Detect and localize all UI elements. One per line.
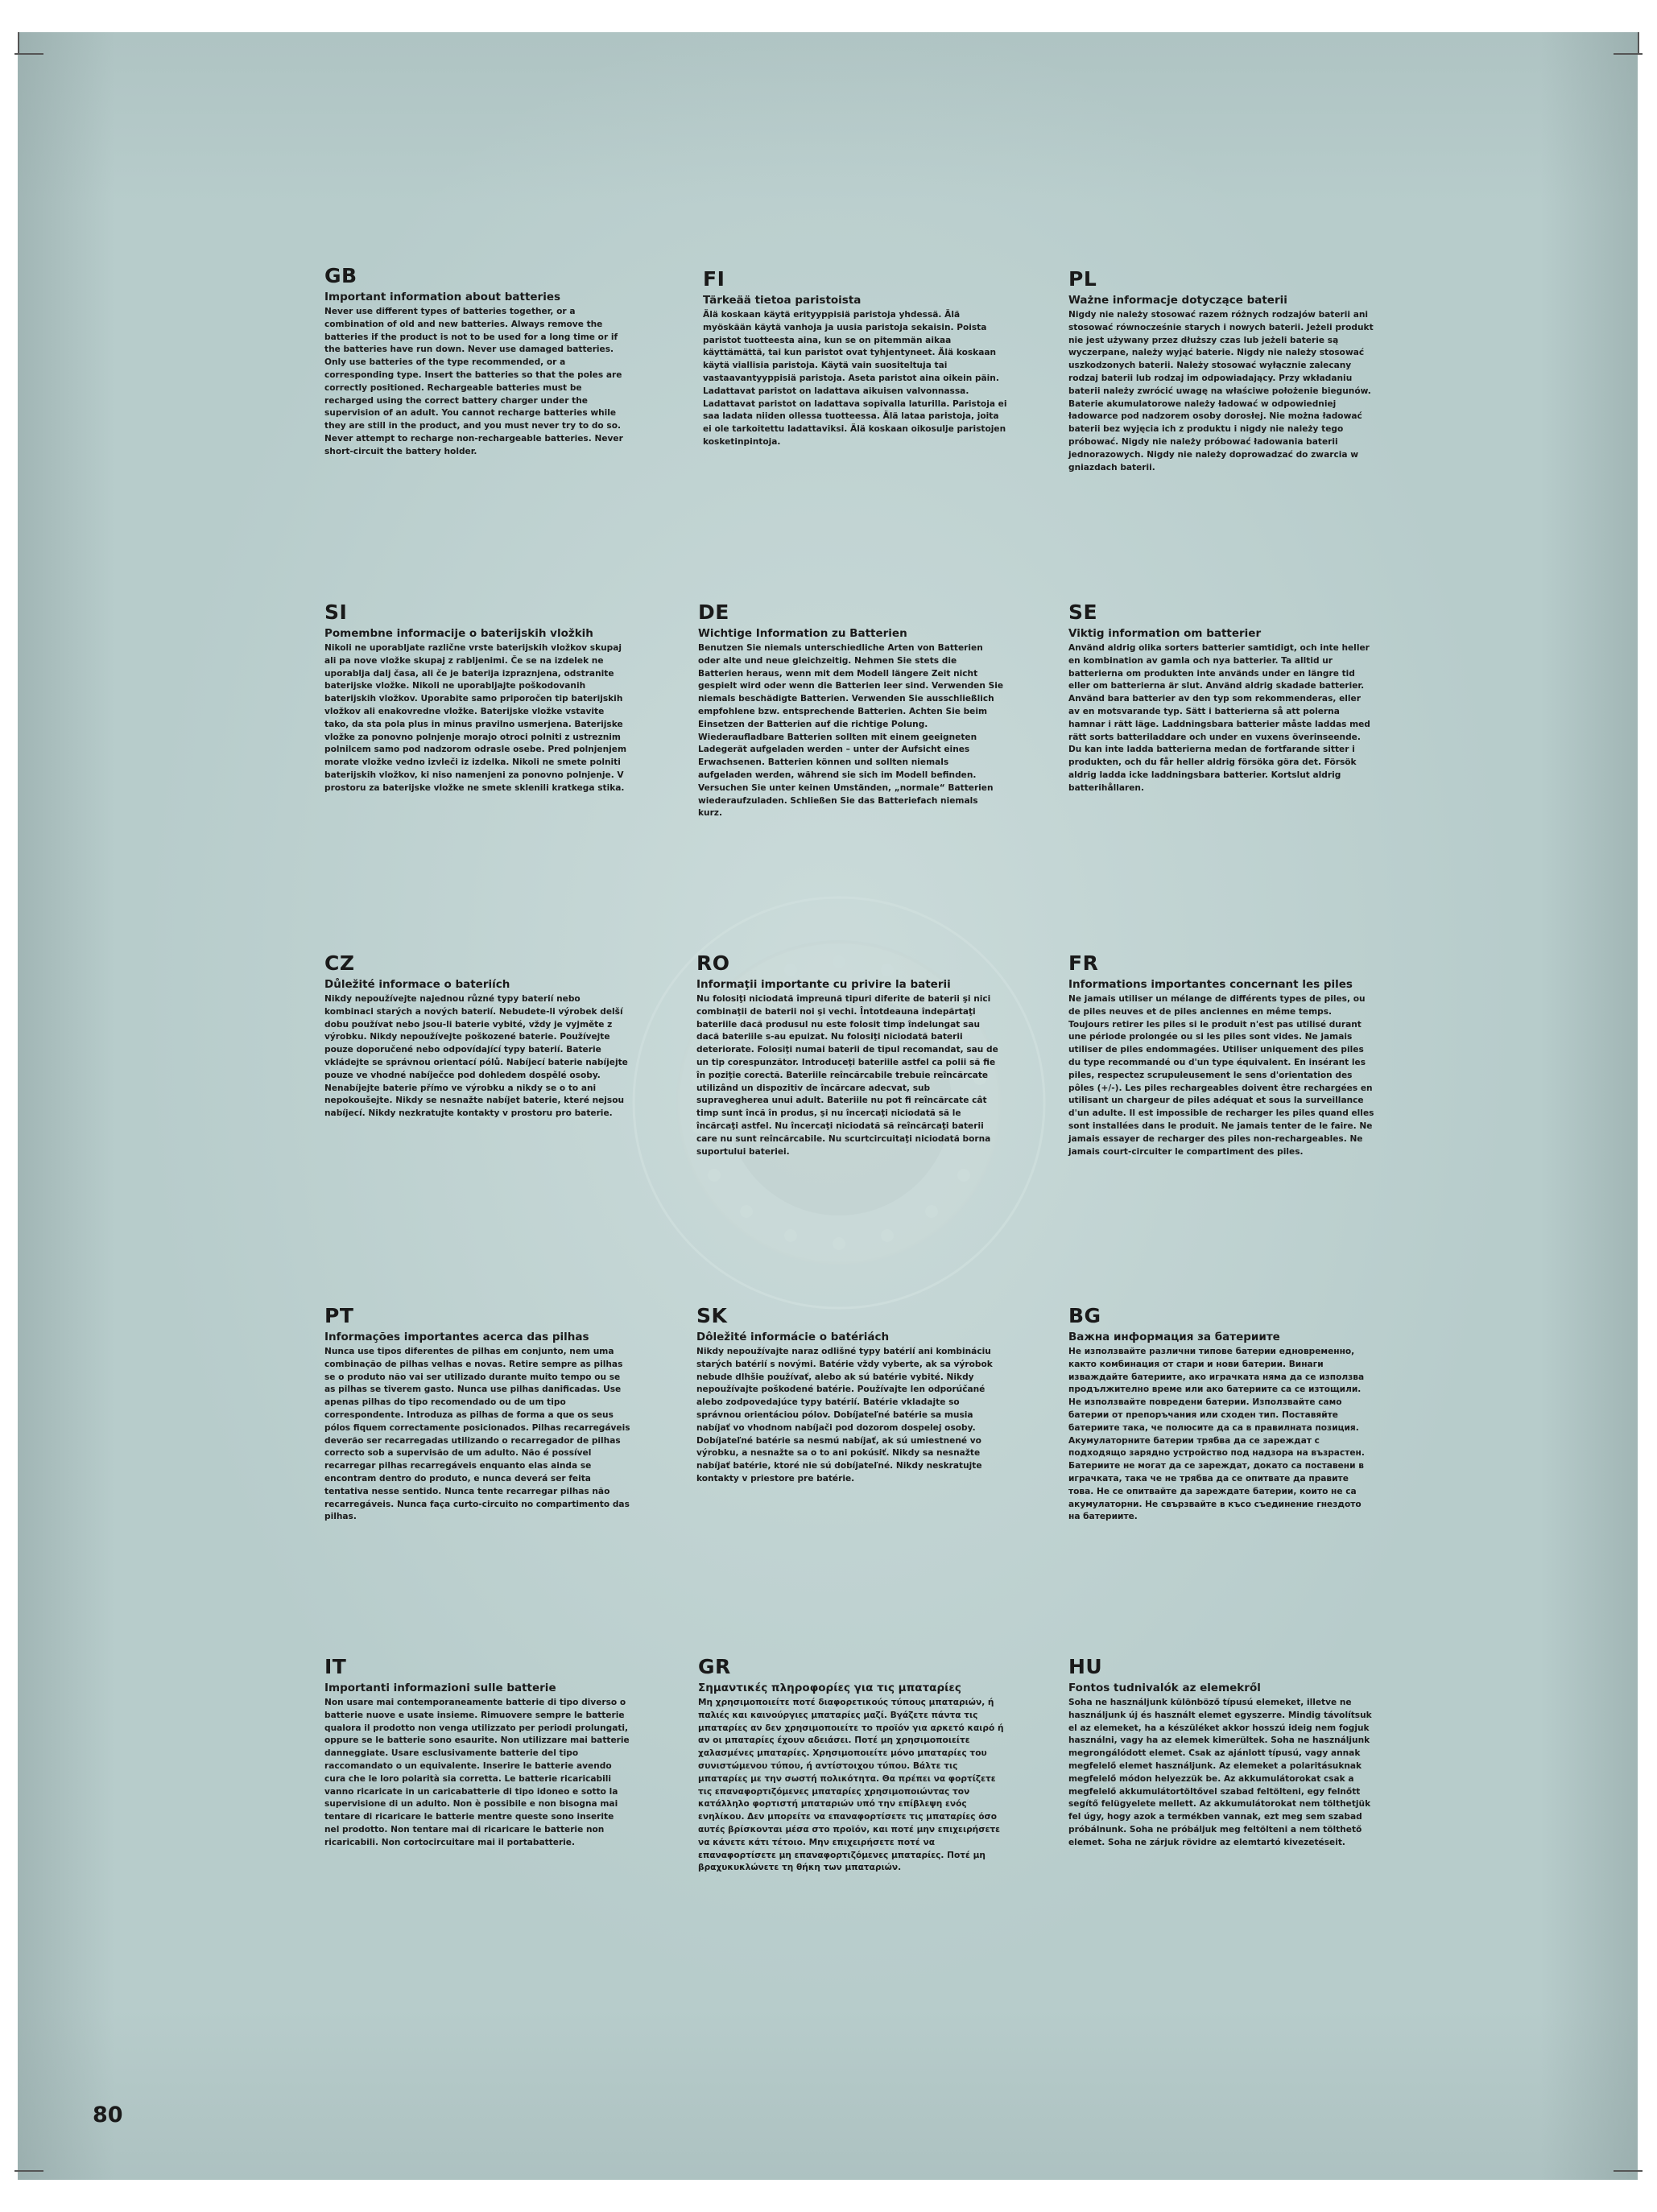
- language-code: CZ: [324, 951, 355, 975]
- section-sk: [696, 1304, 1002, 1486]
- section-body: Nunca use tipos diferentes de pilhas em conjunto, nem uma combinação de pilhas velhas e novas. Retire sempre as pilhas se o produto não vai ser utilizado durante muito tempo ou se as pilhas se tiverem gasto. Nunca use pilhas danificadas. Use apenas pilhas do tipo recomendado ou de um tipo correspondente. Introduza as pilhas de forma a que os seus pólos fiquem correctamente posicionados. Pilhas recarregáveis deverão ser recarregadas utilizando o recarregador de pilhas correcto sob a supervisão de um adulto. Não é possível recarregar pilhas recarregáveis enquanto elas ainda se encontram dentro do produto, e nunca deverá ser feita tentativa nesse sentido. Nunca tente recarregar pilhas não recarregáveis. Nunca faça curto-circuito no compartimento das pilhas.: [324, 1347, 630, 1522]
- language-code: SI: [324, 600, 348, 624]
- section-ro: [696, 951, 1002, 1158]
- section-heading: Σημαντικές πληροφορίες για τις μπαταρίες: [698, 1682, 961, 1694]
- section-body: Benutzen Sie niemals unterschiedliche Arten von Batterien oder alte und neue gleichzeitig. Nehmen Sie stets die Batterien heraus, wenn mit dem Modell längere Zeit nicht gespielt wird oder wenn die Batterien leer sind. Verwenden Sie niemals beschädigte Batterien. Verwenden Sie ausschließlich empfohlene bzw. entsprechende Batterien. Achten Sie beim Einsetzen der Batterien auf die richtige Polung. Wiederaufladbare Batterien sollten mit einem geeigneten Ladegerät aufgeladen werden – unter der Aufsicht eines Erwachsenen. Batterien können und sollten niemals aufgeladen werden, während sie sich im Modell befinden. Versuchen Sie unter keinen Umständen, „normale“ Batterien wiederaufzuladen. Schließen Sie das Batteriefach niemals kurz.: [698, 643, 1004, 819]
- section-heading: Wichtige Information zu Batterien: [698, 627, 907, 640]
- crop-mark: [1638, 32, 1639, 53]
- language-code: PT: [324, 1304, 354, 1327]
- language-code: DE: [698, 600, 729, 624]
- section-body: Nikdy nepoužívajte naraz odlišné typy batérií ani kombináciu starých batérií s novými. Batérie vždy vyberte, ak sa výrobok nebude dlhšie používať, alebo ak sú batérie vybité. Nikdy nepoužívajte poškodené batérie. Používajte len odporúčané alebo zodpovedajúce typy batérií. Batérie vkladajte so správnou orientáciou pólov. Dobíjateľné batérie sa musia nabíjať vo vhodnom nabíjači pod dozorom dospelej osoby. Dobíjateľné batérie sa nesmú nabíjať, ak sú umiestnené vo výrobku, a nesnažte sa o to ani pokúsiť. Nikdy sa nesnažte nabíjať batérie, ktoré nie sú dobíjateľné. Nikdy neskratujte kontakty v priestore pre batérie.: [696, 1347, 993, 1484]
- language-code: PL: [1068, 267, 1097, 291]
- section-body: Nikoli ne uporabljate različne vrste baterijskih vložkov skupaj ali pa nove vložke skupaj z rabljenimi. Če se na izdelek ne uporablja dalj časa, ali če je baterija izpraznjena, odstranite baterijske vložke. Nikoli ne uporabljajte poškodovanih baterijskih vložkov. Uporabite samo priporočen tip baterijskih vložkov ali enakovredne vložke. Baterijske vložke vstavite tako, da sta pola plus in minus pravilno usmerjena. Baterijske vložke za ponovno polnjenje morajo otroci polniti z ustreznim polnilcem samo pod nadzorom odrasle osebe. Pred polnjenjem morate vložke vedno izvleči iz izdelka. Nikoli ne smete polniti baterijskih vložkov, ki niso namenjeni za ponovno polnjenje. V prostoru za baterijske vložke ne smete sklenili kratkega stika.: [324, 643, 627, 793]
- language-code: RO: [696, 951, 730, 975]
- section-gb: [324, 264, 630, 459]
- section-pl: [1068, 267, 1374, 474]
- section-de: [698, 600, 1004, 820]
- section-heading: Pomembne informacije o baterijskih vložkih: [324, 627, 593, 640]
- language-code: GB: [324, 264, 357, 287]
- crop-mark: [14, 2170, 43, 2172]
- section-heading: Importanti informazioni sulle batterie: [324, 1682, 556, 1694]
- section-body: Μη χρησιμοποιείτε ποτέ διαφορετικούς τύπους μπαταριών, ή παλιές και καινούργιες μπαταρίες μαζί. Βγάζετε πάντα τις μπαταρίες αν δεν χρησιμοποιείτε το προϊόν για αρκετό καιρό ή αν οι μπαταρίες έχουν αδειάσει. Ποτέ μη χρησιμοποιείτε χαλασμένες μπαταρίες. Χρησιμοποιείτε μόνο μπαταρίες του συνιστώμενου τύπου, ή αντίστοιχου τύπου. Βάλτε τις μπαταρίες με την σωστή πολικότητα. Θα πρέπει να φορτίζετε τις επαναφορτιζόμενες μπαταρίες χρησιμοποιώντας τον κατάλληλο φορτιστή μπαταριών υπό την επίβλεψη ενός ενηλίκου. Δεν μπορείτε να επαναφορτίσετε τις μπαταρίες όσο αυτές βρίσκονται μέσα στο προϊόν, και ποτέ μην επιχειρήσετε να κάνετε κάτι τέτοιο. Μην επιχειρήσετε ποτέ να επαναφορτίσετε μη επαναφορτιζόμενες μπαταρίες. Ποτέ μη βραχυκυκλώνετε τη θήκη των μπαταριών.: [698, 1698, 1004, 1873]
- section-heading: Důležité informace o bateriích: [324, 978, 510, 991]
- section-si: [324, 600, 630, 795]
- section-body: Älä koskaan käytä erityyppisiä paristoja yhdessä. Älä myöskään käytä vanhoja ja uusia paristoja sekaisin. Poista paristot tuotteesta aina, kun se on pitemmän aikaa käyttämättä, tai kun paristot ovat tyhjentyneet. Älä koskaan käytä viallisia paristoja. Käytä vain suositeltuja tai vastaavantyyppisiä paristoja. Aseta paristot aina oikein päin. Ladattavat paristot on ladattava aikuisen valvonnassa. Ladattavat paristot on ladattava sopivalla laturilla. Paristoja ei saa ladata niiden ollessa tuotteessa. Älä lataa paristoja, joita ei ole tarkoitettu ladattaviksi. Älä koskaan oikosulje paristojen kosketinpintoja.: [703, 310, 1007, 447]
- section-cz: [324, 951, 630, 1120]
- section-fi: [703, 267, 1009, 449]
- section-heading: Informações importantes acerca das pilhas: [324, 1331, 589, 1343]
- crop-mark: [14, 53, 43, 55]
- language-code: SK: [696, 1304, 728, 1327]
- language-code: SE: [1068, 600, 1098, 624]
- section-heading: Важна информация за батериите: [1068, 1331, 1280, 1343]
- section-se: [1068, 600, 1374, 795]
- section-heading: Important information about batteries: [324, 291, 561, 303]
- section-pt: [324, 1304, 630, 1524]
- crop-mark: [18, 32, 19, 53]
- section-body: Nigdy nie należy stosować razem różnych rodzajów baterii ani stosować równocześnie starych i nowych baterii. Jeżeli produkt nie jest używany przez dłuższy czas lub jeżeli baterie są wyczerpane, należy wyjąć baterie. Nigdy nie należy stosować uszkodzonych baterii. Należy stosować wyłącznie zalecany rodzaj baterii lub rodzaj im odpowiadający. Przy wkładaniu baterii należy zwrócić uwagę na właściwe położenie biegunów. Baterie akumulatorowe należy ładować w odpowiedniej ładowarce pod nadzorem osoby dorosłej. Nie można ładować baterii bez wyjęcia ich z produktu i nigdy nie należy tego próbować. Nigdy nie należy próbować ładowania baterii jednorazowych. Nigdy nie należy doprowadzać do zwarcia w gniazdach baterii.: [1068, 310, 1374, 473]
- language-code: FR: [1068, 951, 1099, 975]
- section-body: Non usare mai contemporaneamente batterie di tipo diverso o batterie nuove e usate insieme. Rimuovere sempre le batterie qualora il prodotto non venga utilizzato per periodi prolungati, oppure se le batterie sono esaurite. Non utilizzare mai batterie danneggiate. Usare esclusivamente batterie del tipo raccomandato o un equivalente. Inserire le batterie avendo cura che le loro polarità sia corretta. Le batterie ricaricabili vanno ricaricate in un caricabatterie di tipo idoneo e sotto la supervisione di un adulto. Non è possibile e non bisogna mai tentare di ricaricare le batterie mentre queste sono inserite nel prodotto. Non tentare mai di ricaricare le batterie non ricaricabili. Non cortocircuitare mai il portabatterie.: [324, 1698, 630, 1847]
- section-body: Använd aldrig olika sorters batterier samtidigt, och inte heller en kombination av gamla och nya batterier. Ta alltid ur batterierna om produkten inte används under en längre tid eller om batterierna är slut. Använd aldrig skadade batterier. Använd bara batterier av den typ som rekommenderas, eller av en motsvarande typ. Sätt i batterierna så att polerna hamnar i rätt läge. Laddningsbara batterier måste laddas med rätt sorts batteriladdare och under en vuxens överinseende. Du kan inte ladda batterierna medan de fortfarande sitter i produkten, och du får heller aldrig försöka göra det. Försök aldrig ladda icke laddningsbara batterier. Kortslut aldrig batterihållaren.: [1068, 643, 1370, 793]
- language-code: IT: [324, 1655, 347, 1678]
- section-heading: Dôležité informácie o batériách: [696, 1331, 890, 1343]
- section-heading: Tärkeää tietoa paristoista: [703, 294, 862, 307]
- section-body: Не използвайте различни типове батерии едновременно, както комбинация от стари и нови батерии. Винаги изваждайте батериите, ако играчката няма да се използва продължително време или ако батериите са се изтощили. Не използвайте повредени батерии. Използвайте само батерии от препоръчания или сходен тип. Поставяйте батериите така, че полюсите да са в правилната позиция. Акумулаторните батерии трябва да се зареждат с подходящо зарядно устройство под надзора на възрастен. Батериите не могат да се зареждат, докато са поставени в играчката, така че не трябва да се опитвате да правите това. Не се опитвайте да зареждате батерии, които не са акумулаторни. Не свързвайте в късо съединение гнездото на батериите.: [1068, 1347, 1365, 1522]
- section-it: [324, 1655, 630, 1850]
- page-number: 80: [93, 2103, 123, 2127]
- crop-mark: [1614, 2170, 1643, 2172]
- section-body: Ne jamais utiliser un mélange de différents types de piles, ou de piles neuves et de piles anciennes en même temps. Toujours retirer les piles si le produit n'est pas utilisé durant une période prolongée ou si les piles sont vides. Ne jamais utiliser de piles endommagées. Utiliser uniquement des piles du type recommandé ou d'un type équivalent. En insérant les piles, respectez scrupuleusement le sens d'orientation des pôles (+/-). Les piles rechargeables doivent être rechargées en utilisant un chargeur de piles adéquat et sous la surveillance d'un adulte. Il est impossible de recharger les piles quand elles sont installées dans le produit. Ne jamais tenter de le faire. Ne jamais essayer de recharger des piles non-rechargeables. Ne jamais court-circuiter le compartiment des piles.: [1068, 994, 1374, 1157]
- language-code: HU: [1068, 1655, 1103, 1678]
- section-heading: Fontos tudnivalók az elemekről: [1068, 1682, 1261, 1694]
- section-bg: [1068, 1304, 1374, 1524]
- section-gr: [698, 1655, 1004, 1875]
- section-hu: [1068, 1655, 1374, 1850]
- section-body: Nikdy nepoužívejte najednou různé typy baterií nebo kombinaci starých a nových baterií. Nebudete-li výrobek delší dobu používat nebo jsou-li baterie vybité, vždy je vyjměte z výrobku. Nikdy nepoužívejte poškozené baterie. Používejte pouze doporučené nebo odpovídající typy baterií. Baterie vkládejte se správnou orientací pólů. Nabíjecí baterie nabíjejte pouze ve vhodné nabíječce pod dohledem dospělé osoby. Nenabíjejte baterie přímo ve výrobku a nikdy se o to ani nepokoušejte. Nikdy se nesnažte nabíjet baterie, které nejsou nabíjecí. Nikdy nezkratujte kontakty v prostoru pro baterie.: [324, 994, 628, 1119]
- language-code: GR: [698, 1655, 731, 1678]
- section-heading: Informations importantes concernant les piles: [1068, 978, 1353, 991]
- section-heading: Ważne informacje dotyczące baterii: [1068, 294, 1287, 307]
- section-heading: Viktig information om batterier: [1068, 627, 1262, 640]
- section-fr: [1068, 951, 1374, 1158]
- section-body: Nu folosiţi niciodată împreună tipuri diferite de baterii şi nici combinaţii de baterii noi şi vechi. Întotdeauna îndepărtaţi bateriile dacă produsul nu este folosit timp îndelungat sau dacă bateriile s-au epuizat. Nu folosiţi niciodată baterii deteriorate. Folosiţi numai baterii de tipul recomandat, sau de un tip corespunzător. Introduceţi bateriile astfel ca polii să fie în poziţie corectă. Bateriile reîncărcabile trebuie reîncărcate utilizând un dispozitiv de încărcare adecvat, sub supravegherea unui adult. Bateriile nu pot fi reîncărcate cât timp sunt încă în produs, şi nu încercaţi niciodată să le încărcaţi astfel. Nu încercaţi niciodată să reîncărcaţi baterii care nu sunt reîncărcabile. Nu scurtcircuitaţi niciodată borna suportului bateriei.: [696, 994, 998, 1157]
- section-heading: Informaţii importante cu privire la baterii: [696, 978, 951, 991]
- section-body: Never use different types of batteries together, or a combination of old and new batteries. Always remove the batteries if the product is not to be used for a long time or if the batteries have run down. Never use damaged batteries. Only use batteries of the type recommended, or a corresponding type. Insert the batteries so that the poles are correctly positioned. Rechargeable batteries must be recharged using the correct battery charger under the supervision of an adult. You cannot recharge batteries while they are still in the product, and you must never try to do so. Never attempt to recharge non-rechargeable batteries. Never short-circuit the battery holder.: [324, 307, 623, 456]
- language-code: FI: [703, 267, 725, 291]
- section-body: Soha ne használjunk különböző típusú elemeket, illetve ne használjunk új és használt elemet egyszerre. Mindig távolítsuk el az elemeket, ha a készüléket akkor hosszú ideig nem fogjuk használni, vagy ha az elemek kimerültek. Soha ne használjunk megrongálódott elemet. Csak az ajánlott típusú, vagy annak megfelelő elemet használjunk. Az elemeket a polaritásuknak megfelelő módon helyezzük be. Az akkumulátorokat csak a megfelelő akkumulátortöltővel szabad feltölteni, egy felnőtt segítő felügyelete mellett. Az akkumulátorokat nem tölthetjük fel úgy, hogy azok a termékben vannak, ezt meg sem szabad próbálnunk. Soha ne próbáljuk meg feltölteni a nem tölthető elemet. Soha ne zárjuk rövidre az elemtartó kivezetéseit.: [1068, 1698, 1372, 1847]
- crop-mark: [1614, 53, 1643, 55]
- language-code: BG: [1068, 1304, 1101, 1327]
